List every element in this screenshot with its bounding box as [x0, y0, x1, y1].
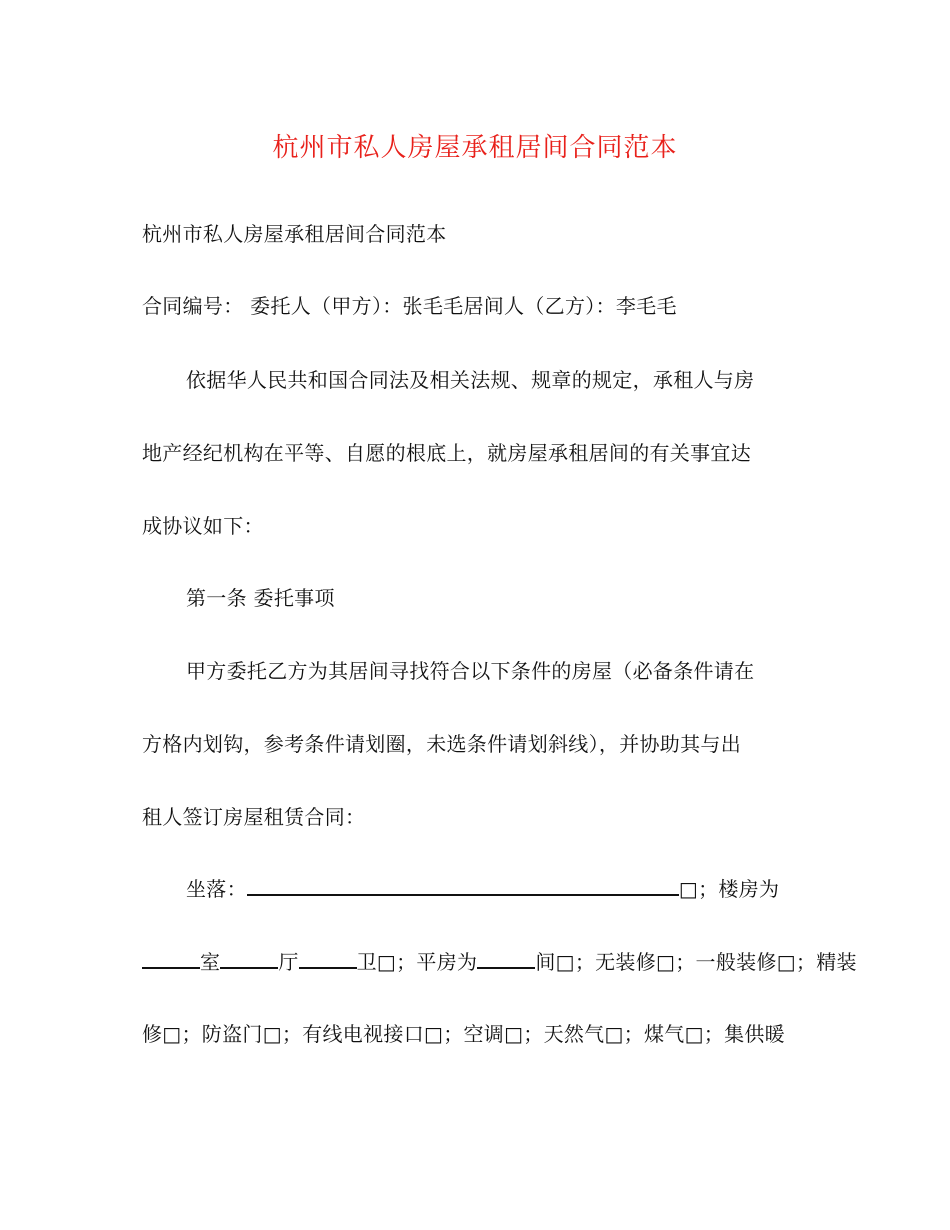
- hall-label: 厅: [278, 950, 299, 974]
- contract-parties-line: 合同编号： 委托人（甲方）：张毛毛居间人（乙方）：李毛毛: [142, 294, 677, 318]
- location-blank: [247, 874, 679, 896]
- conditions-line-2-rest: 间□；无装修□；一般装修□；精装: [535, 950, 857, 974]
- hall-count-blank: [220, 947, 278, 969]
- location-label: 坐落：: [186, 877, 247, 901]
- article-1-heading: 第一条 委托事项: [186, 586, 335, 610]
- document-title: 杭州市私人房屋承租居间合同范本: [272, 133, 678, 163]
- conditions-line-2: [142, 946, 857, 978]
- conditions-line-1-tail: □；楼房为: [678, 877, 780, 901]
- article-1-line-1: 甲方委托乙方为其居间寻找符合以下条件的房屋（必备条件请在: [186, 659, 755, 683]
- room-count-blank: [142, 947, 200, 969]
- intro-line-1: 依据华人民共和国合同法及相关法规、规章的规定，承租人与房: [186, 368, 755, 392]
- document-subtitle: 杭州市私人房屋承租居间合同范本: [142, 222, 447, 246]
- conditions-line-1: [186, 873, 779, 905]
- bath-count-blank: [299, 947, 357, 969]
- bungalow-count-blank: [477, 947, 535, 969]
- room-label: 室: [200, 950, 221, 974]
- conditions-line-3: 修□；防盗门□；有线电视接口□；空调□；天然气□；煤气□；集供暖: [142, 1022, 785, 1046]
- article-1-line-2: 方格内划钩，参考条件请划圈，未选条件请划斜线），并协助其与出: [142, 732, 741, 756]
- bath-label: 卫□；平房为: [356, 950, 478, 974]
- article-1-line-3: 租人签订房屋租赁合同：: [142, 805, 366, 829]
- intro-line-3: 成协议如下：: [142, 514, 264, 538]
- intro-line-2: 地产经纪机构在平等、自愿的根底上，就房屋承租居间的有关事宜达: [142, 441, 751, 465]
